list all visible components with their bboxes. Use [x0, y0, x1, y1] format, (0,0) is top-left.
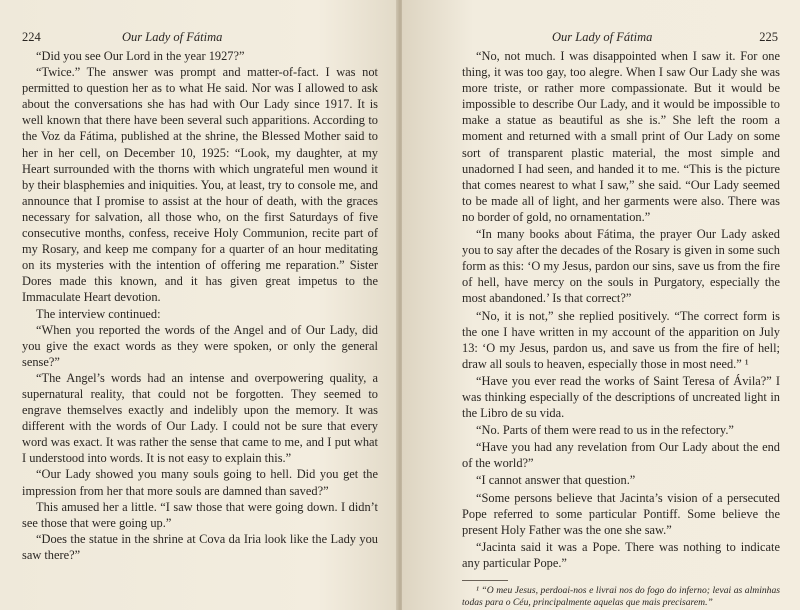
left-page: [0, 0, 398, 610]
left-page-number: 224: [22, 30, 41, 44]
right-page-header: [462, 30, 778, 46]
right-paragraph: “No, it is not,” she replied positively. “The correct form is the one I have written in my account of the apparition on July 13: ‘O my Jesus, pardon us, and save us from the fire of hell; draw all souls to heaven, especially those in most need.” ¹: [462, 308, 780, 371]
left-paragraph: “Does the statue in the shrine at Cova da Iria look like the Lady you saw there?”: [22, 531, 378, 562]
right-page-number: 225: [759, 30, 778, 44]
footnote-rule: [462, 580, 508, 581]
left-paragraph: “Twice.” The answer was prompt and matter-of-fact. I was not permitted to question her as to what He said. Nor was I allowed to ask about the conversations she has had with Our Lady since 1917. It is well known that there have been several such apparitions. According to the Voz da Fátima, published at the shrine, the Blessed Mother said to her in her cell, on December 10, 1925: “Look, my daughter, at my Heart surrounded with the thorns with which ungrateful men wound it by their blasphemies and iniquities. You, at least, try to console me, and announce that I promise to assist at the hour of death, with the graces necessary for salvation, all those who, on the first Saturdays of five consecutive months, confess, receive Holy Communion, recite part of my Rosary, and keep me company for a quarter of an hour meditating on its mysteries with the intention of offering me reparation.” Sister Dores made this known, and it has given great impetus to the Immaculate Heart devotion.: [22, 65, 378, 305]
right-page: [402, 0, 800, 610]
right-running-head: Our Lady of Fátima: [552, 30, 653, 44]
right-paragraph: “Jacinta said it was a Pope. There was nothing to indicate any particular Pope.”: [462, 539, 780, 570]
left-paragraph: “The Angel’s words had an intense and overpowering quality, a supernatural reality, that could not be forgotten. They seemed to engrave themselves exactly and indelibly upon the memory. It was different with the words of Our Lady. I could not be sure that every word was exact. It was rather the sense that came to me, and I put what I understood into words. It is not easy to explain this.”: [22, 370, 378, 466]
left-paragraph: This amused her a little. “I saw those that were going down. I didn’t see those that were going up.”: [22, 499, 378, 530]
left-paragraph: “Our Lady showed you many souls going to hell. Did you get the impression from her that more souls are damned than saved?”: [22, 467, 378, 498]
left-running-head: Our Lady of Fátima: [122, 30, 223, 44]
left-paragraph: The interview continued:: [36, 306, 161, 321]
right-paragraph: “Have you had any revelation from Our Lady about the end of the world?”: [462, 440, 780, 471]
left-paragraph: “When you reported the words of the Angel and of Our Lady, did you give the exact words as they were spoken, or only the general sense?”: [22, 322, 378, 369]
footnote: ¹ “O meu Jesus, perdoai-nos e livrai nos do fogo do inferno; levai as alminhas todas para o Céu, principalmente aquelas que mais precisarem.”: [462, 585, 780, 608]
right-paragraph: “Have you ever read the works of Saint Teresa of Ávila?” I was thinking especially of the descriptions of uncreated light in the Libro de su vida.: [462, 373, 780, 421]
right-paragraph: “Some persons believe that Jacinta’s vision of a persecuted Pope referred to some particular Pontiff. Some believe the present Holy Father was the one she saw.”: [462, 490, 780, 537]
right-page-body: [462, 48, 780, 609]
left-paragraph: “Did you see Our Lord in the year 1927?”: [36, 49, 245, 63]
right-paragraph: “I cannot answer that question.”: [476, 473, 636, 488]
left-page-body: [22, 48, 378, 563]
right-paragraph: “No, not much. I was disappointed when I saw it. For one thing, it was too gay, too alegre. When I saw Our Lady she was more triste, or rather more compassionate. But it would be impossible to describe Our Lady, and it would be impossible to make a statue as beautiful as she is.” She left the room a moment and returned with a small print of Our Lady on some sort of transparent plastic material, the most simple and unadorned I had seen, and handed it to me. “This is the picture that comes nearest to what I saw,” she said. “Our Lady seemed to be made all of light, and her garments were also. There was no border of gold, no ornamentation.”: [462, 49, 780, 224]
left-page-header: [22, 30, 378, 46]
right-paragraph: “In many books about Fátima, the prayer Our Lady asked you to say after the decades of the Rosary is given in some such form as this: ‘O my Jesus, pardon our sins, save us from the fire of hell, have mercy on the souls in Purgatory, especially the most abandoned.’ Is that correct?”: [462, 227, 780, 306]
right-paragraph: “No. Parts of them were read to us in the refectory.”: [476, 423, 734, 438]
